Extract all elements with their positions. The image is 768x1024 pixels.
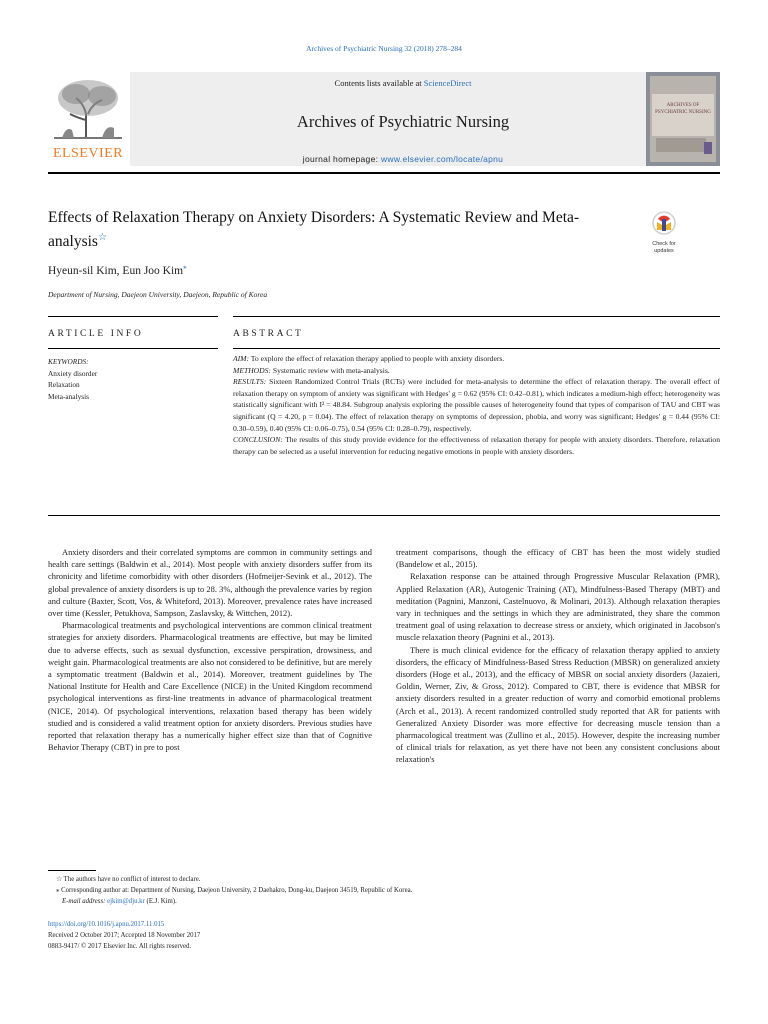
email-suffix: (E.J. Kim). xyxy=(144,898,177,905)
author-affiliation: Department of Nursing, Daejeon University, Daejeon, Republic of Korea xyxy=(48,290,268,299)
abstract-aim xyxy=(233,353,720,365)
methods-label: METHODS: xyxy=(233,365,271,375)
body-paragraph: Pharmacological treatments and psychological interventions are common clinical treatment strategies for anxiety disorders. Pharmacological treatments are effective, but may be limited due to adverse effects, such as sexual dysfunction, excessive perspiration, drowsiness, and weight gain. Pharmacological treatments are also not considered to be definitive, but are merely a symptomatic treatment (Baldwin et al., 2014). Moreover, treatment guidelines by The National Institute for Health and Care Excellence (NICE) in the United Kingdom recommend psychological interventions as first-line treatments in advance of pharmacological treatment (NICE, 2014). Of psychological interventions, relaxation based therapy has been widely studied and is considered a valid treatment option for anxiety disorders. Previous studies have reported that relaxation therapy has a numerically higher effect size than that of Cognitive Behavior Therapy (CBT) in pre to post xyxy=(48,620,372,753)
journal-header xyxy=(48,68,720,168)
crossmark-label-line2: updates xyxy=(654,247,674,254)
body-paragraph: Anxiety disorders and their correlated symptoms are common in community settings and health care settings (Baldwin et al., 2014). Most people with anxiety disorders suffer from its chronicity and lifetime comorbidity with other disorders (Hofmeijer-Sevink et al., 2012). The global prevalence of anxiety disorders is up to 28. 3%, although the prevalence varies by region and culture (Baxter, Scott, Vos, & Whiteford, 2013). Moreover, prevalence rates have increased over time (Kessler, Petukhova, Sampson, Zaslavsky, & Wittchen, 2012). xyxy=(48,547,372,619)
footnote-email xyxy=(56,896,716,907)
footnote-conflict: ☆ The authors have no conflict of interest to declare. xyxy=(56,876,201,883)
crossmark-label-line1: Check for xyxy=(652,241,676,247)
keyword-item: Anxiety disorder xyxy=(48,368,98,378)
body-paragraph: There is much clinical evidence for the efficacy of relaxation therapy applied to anxiety disorders, the efficacy of Mindfulness-Based Stress Reduction (MBSR) on generalized anxiety disorders (Hoge et al., 2013), and the efficacy of MBSR on social anxiety disorders (Jazaieri, Goldin, Werner, Ziv, & Gross, 2012). Compared to CBT, there is evidence that MBSR for anxiety disorders resulted in a greater reduction of worry and comorbid emotional problems (Arch et al., 2013). A recent randomized controlled study reported that AR for patients with Generalized Anxiety Disorder was more effective for decreasing muscle tension than a pharmacological treatment was (Zullino et al., 2015). However, despite the increasing number of clinical trials for relaxation, as yet there have not been any consistent conclusions about relaxation's xyxy=(396,644,720,765)
corresponding-author-mark[interactable]: ⁎ xyxy=(183,263,187,271)
methods-text: Systematic review with meta-analysis. xyxy=(272,365,390,375)
sciencedirect-link[interactable]: ScienceDirect xyxy=(423,78,472,88)
journal-citation[interactable]: Archives of Psychiatric Nursing 32 (2018) 278–284 xyxy=(306,44,462,53)
footnotes xyxy=(56,874,716,907)
author-names: Hyeun-sil Kim, Eun Joo Kim xyxy=(48,264,184,277)
article-info-heading: ARTICLE INFO xyxy=(48,329,144,339)
check-for-updates-button[interactable] xyxy=(643,210,685,254)
abstract-results xyxy=(233,376,720,434)
publication-info xyxy=(48,919,200,952)
cover-title-line1: ARCHIVES OF xyxy=(666,103,700,108)
article-title xyxy=(48,208,628,252)
journal-info-box xyxy=(130,72,676,166)
results-text: Sixteen Randomized Control Trials (RCTs) were included for meta-analysis to determine the effect of relaxation therapy. The overall effect of relaxation therapy on symptom of anxiety was significant with Hedges' g = 0.62 (95% CI: 0.42–0.81), which indicates a medium-high effect; heterogeneity was statistically significant with I² = 48.84. Subgroup analysis exploring the possible causes of heterogeneity found that types of comparison of TAU and CBT was significant (Q = 4.20, p = 0.04). The effect of relaxation therapy on symptoms of depression, phobia, and worry was significant; Hedges' g = 0.44 (95% CI: 0.30–0.59), 0.40 (95% CI: 0.06–0.75), 0.54 (95% CI: 0.28–0.79), respectively. xyxy=(233,377,720,433)
abstract-rule-top xyxy=(233,316,720,317)
homepage-prefix: journal homepage: xyxy=(302,154,381,164)
doi-link[interactable]: https://doi.org/10.1016/j.apnu.2017.11.015 xyxy=(48,921,165,928)
cover-title xyxy=(646,102,720,116)
keyword-item: Relaxation xyxy=(48,380,80,389)
contents-prefix: Contents lists available at xyxy=(334,78,424,88)
results-label: RESULTS: xyxy=(233,377,267,387)
conclusion-label: CONCLUSION: xyxy=(233,435,283,445)
contents-line xyxy=(130,78,676,88)
abstract-rule-mid xyxy=(233,348,720,349)
journal-cover-icon xyxy=(646,72,720,166)
body-paragraph: treatment comparisons, though the efficacy of CBT has been the most widely studied (Bandelow et al., 2015). xyxy=(396,547,720,570)
journal-title: Archives of Psychiatric Nursing xyxy=(296,112,510,131)
copyright-line: 0883-9417/ © 2017 Elsevier Inc. All rights reserved. xyxy=(48,943,192,950)
abstract-heading: ABSTRACT xyxy=(233,329,304,339)
article-info-rule-mid xyxy=(48,348,218,349)
journal-cover-image[interactable] xyxy=(646,72,720,166)
aim-text: To explore the effect of relaxation therapy applied to people with anxiety disorders. xyxy=(250,354,505,363)
homepage-line xyxy=(130,154,676,164)
conclusion-text: The results of this study provide evidence for the effectiveness of relaxation therapy for people with anxiety disorders. Therefore, relaxation therapy can be selected as a useful intervention for reducing negative emotions in people with anxiety disorders. xyxy=(233,435,720,456)
email-link[interactable]: ejkim@dju.kr xyxy=(107,898,145,905)
keyword-item: Meta-analysis xyxy=(48,391,89,401)
keywords-block xyxy=(48,356,218,402)
abstract-methods xyxy=(233,365,720,377)
aim-label: AIM: xyxy=(233,354,250,363)
article-info-rule-top xyxy=(48,316,218,317)
elsevier-logo[interactable] xyxy=(48,74,128,164)
title-footnote-mark[interactable]: ☆ xyxy=(97,232,107,243)
footnote-corresponding: ⁎ Corresponding author at: Department of Nursing, Daejeon University, 2 Daehakro, Dong-ku, Daejeon 34519, Republic of Korea. xyxy=(56,887,413,894)
body-paragraph: Relaxation response can be attained through Progressive Muscular Relaxation (PMR), Applied Relaxation (AR), Autogenic Training (AT), Mindfulness-Based Therapy (MBT) and meditation (Pagnini, Manzoni, Castelnuovo, & Molinari, 2013). Although relaxation therapies vary in techniques and the settings in which they are administrated, they share the common treatment goal of using relaxation to decrease stress or anxiety, which originated in Jacobson's muscle relaxation theory (Pagnini et al., 2013). xyxy=(396,571,720,643)
header-rule xyxy=(48,172,720,174)
keywords-label: KEYWORDS: xyxy=(48,357,89,366)
received-dates: Received 2 October 2017; Accepted 18 November 2017 xyxy=(48,932,201,939)
article-title-text: Effects of Relaxation Therapy on Anxiety Disorders: A Systematic Review and Meta-analysis xyxy=(48,209,580,251)
abstract-rule-bottom xyxy=(48,515,720,516)
email-label: E-mail address: xyxy=(62,898,108,905)
elsevier-wordmark: ELSEVIER xyxy=(52,146,124,161)
abstract-body xyxy=(233,353,720,457)
author-list xyxy=(48,263,187,277)
cover-title-line2: PSYCHIATRIC NURSING xyxy=(655,110,711,115)
homepage-link[interactable]: www.elsevier.com/locate/apnu xyxy=(380,154,504,164)
body-column-right xyxy=(396,546,720,766)
footnote-rule xyxy=(48,870,96,871)
crossmark-label xyxy=(643,241,685,254)
abstract-conclusion xyxy=(233,434,720,457)
body-column-left xyxy=(48,546,372,753)
crossmark-icon xyxy=(643,210,685,236)
